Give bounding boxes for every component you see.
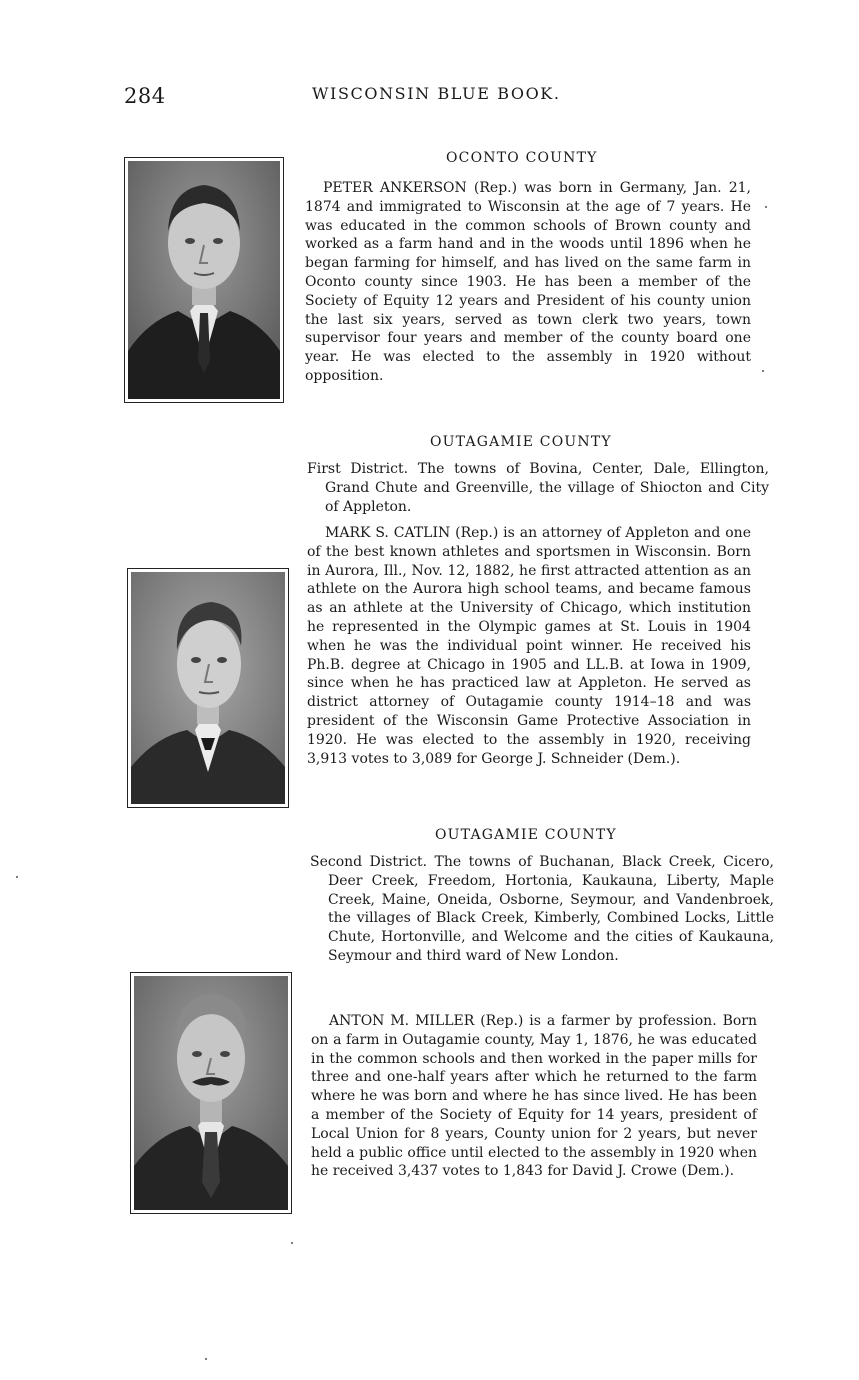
portrait-anton-miller [130,972,292,1214]
page-number: 284 [124,84,166,108]
portrait-mark-catlin [127,568,289,808]
district-description-second: Second District. The towns of Buchanan, Black Creek, Cicero, Deer Creek, Freedom, Hortonia, Kaukauna, Liberty, Maple Creek, Maine, Oneida, Osborne, Seymour, and Vandenbroek, the villages of Black Creek, Kimberly, Combined Locks, Little Chute, Hortonville, and Welcome and the cities of Kaukauna, Seymour and third ward of New London. [310,854,774,964]
running-title: WISCONSIN BLUE BOOK. [312,84,561,103]
scan-speck [16,876,18,878]
section-heading-outagamie-first: OUTAGAMIE COUNTY [430,434,612,450]
district-description-first: First District. The towns of Bovina, Center, Dale, Ellington, Grand Chute and Greenville, the village of Shiocton and City of Appleton. [307,461,769,515]
scan-speck [765,206,767,208]
scan-speck [205,1358,207,1360]
bio-peter-ankerson: PETER ANKERSON (Rep.) was born in Germany, Jan. 21, 1874 and immigrated to Wisconsin at the age of 7 years. He was educated in the common schools of Brown county and worked as a farm hand and in the woods until 1896 when he began farming for himself, and has lived on the same farm in Oconto county since 1903. He has been a member of the Society of Equity 12 years and President of his county union the last six years, served as town clerk two years, town supervisor four years and member of the county board one year. He was elected to the assembly in 1920 without opposition. [305,180,751,384]
portrait-peter-ankerson [124,157,284,403]
section-heading-oconto: OCONTO COUNTY [446,150,598,166]
section-heading-outagamie-second: OUTAGAMIE COUNTY [435,827,617,843]
bio-mark-catlin: MARK S. CATLIN (Rep.) is an attorney of Appleton and one of the best known athletes and sportsmen in Wisconsin. Born in Aurora, Ill., Nov. 12, 1882, he first attracted attention as an athlete on the Aurora high school teams, and became famous as an athlete at the University of Chicago, which institution he represented in the Olympic games at St. Louis in 1904 when he was the individual point winner. He received his Ph.B. degree at Chicago in 1905 and LL.B. at Iowa in 1909, since when he has practiced law at Appleton. He served as district attorney of Outagamie county 1914–18 and was president of the Wisconsin Game Protective Association in 1920. He was elected to the assembly in 1920, receiving 3,913 votes to 3,089 for George J. Schneider (Dem.). [307,525,751,767]
scan-speck [762,370,764,372]
scan-speck [291,1242,293,1244]
bio-anton-miller: ANTON M. MILLER (Rep.) is a farmer by profession. Born on a farm in Outagamie county, May 1, 1876, he was educated in the common schools and then worked in the paper mills for three and one-half years after which he returned to the farm where he was born and where he has since lived. He has been a member of the Society of Equity for 14 years, president of Local Union for 8 years, County union for 2 years, but never held a public office until elected to the assembly in 1920 when he received 3,437 votes to 1,843 for David J. Crowe (Dem.). [311,1013,757,1180]
